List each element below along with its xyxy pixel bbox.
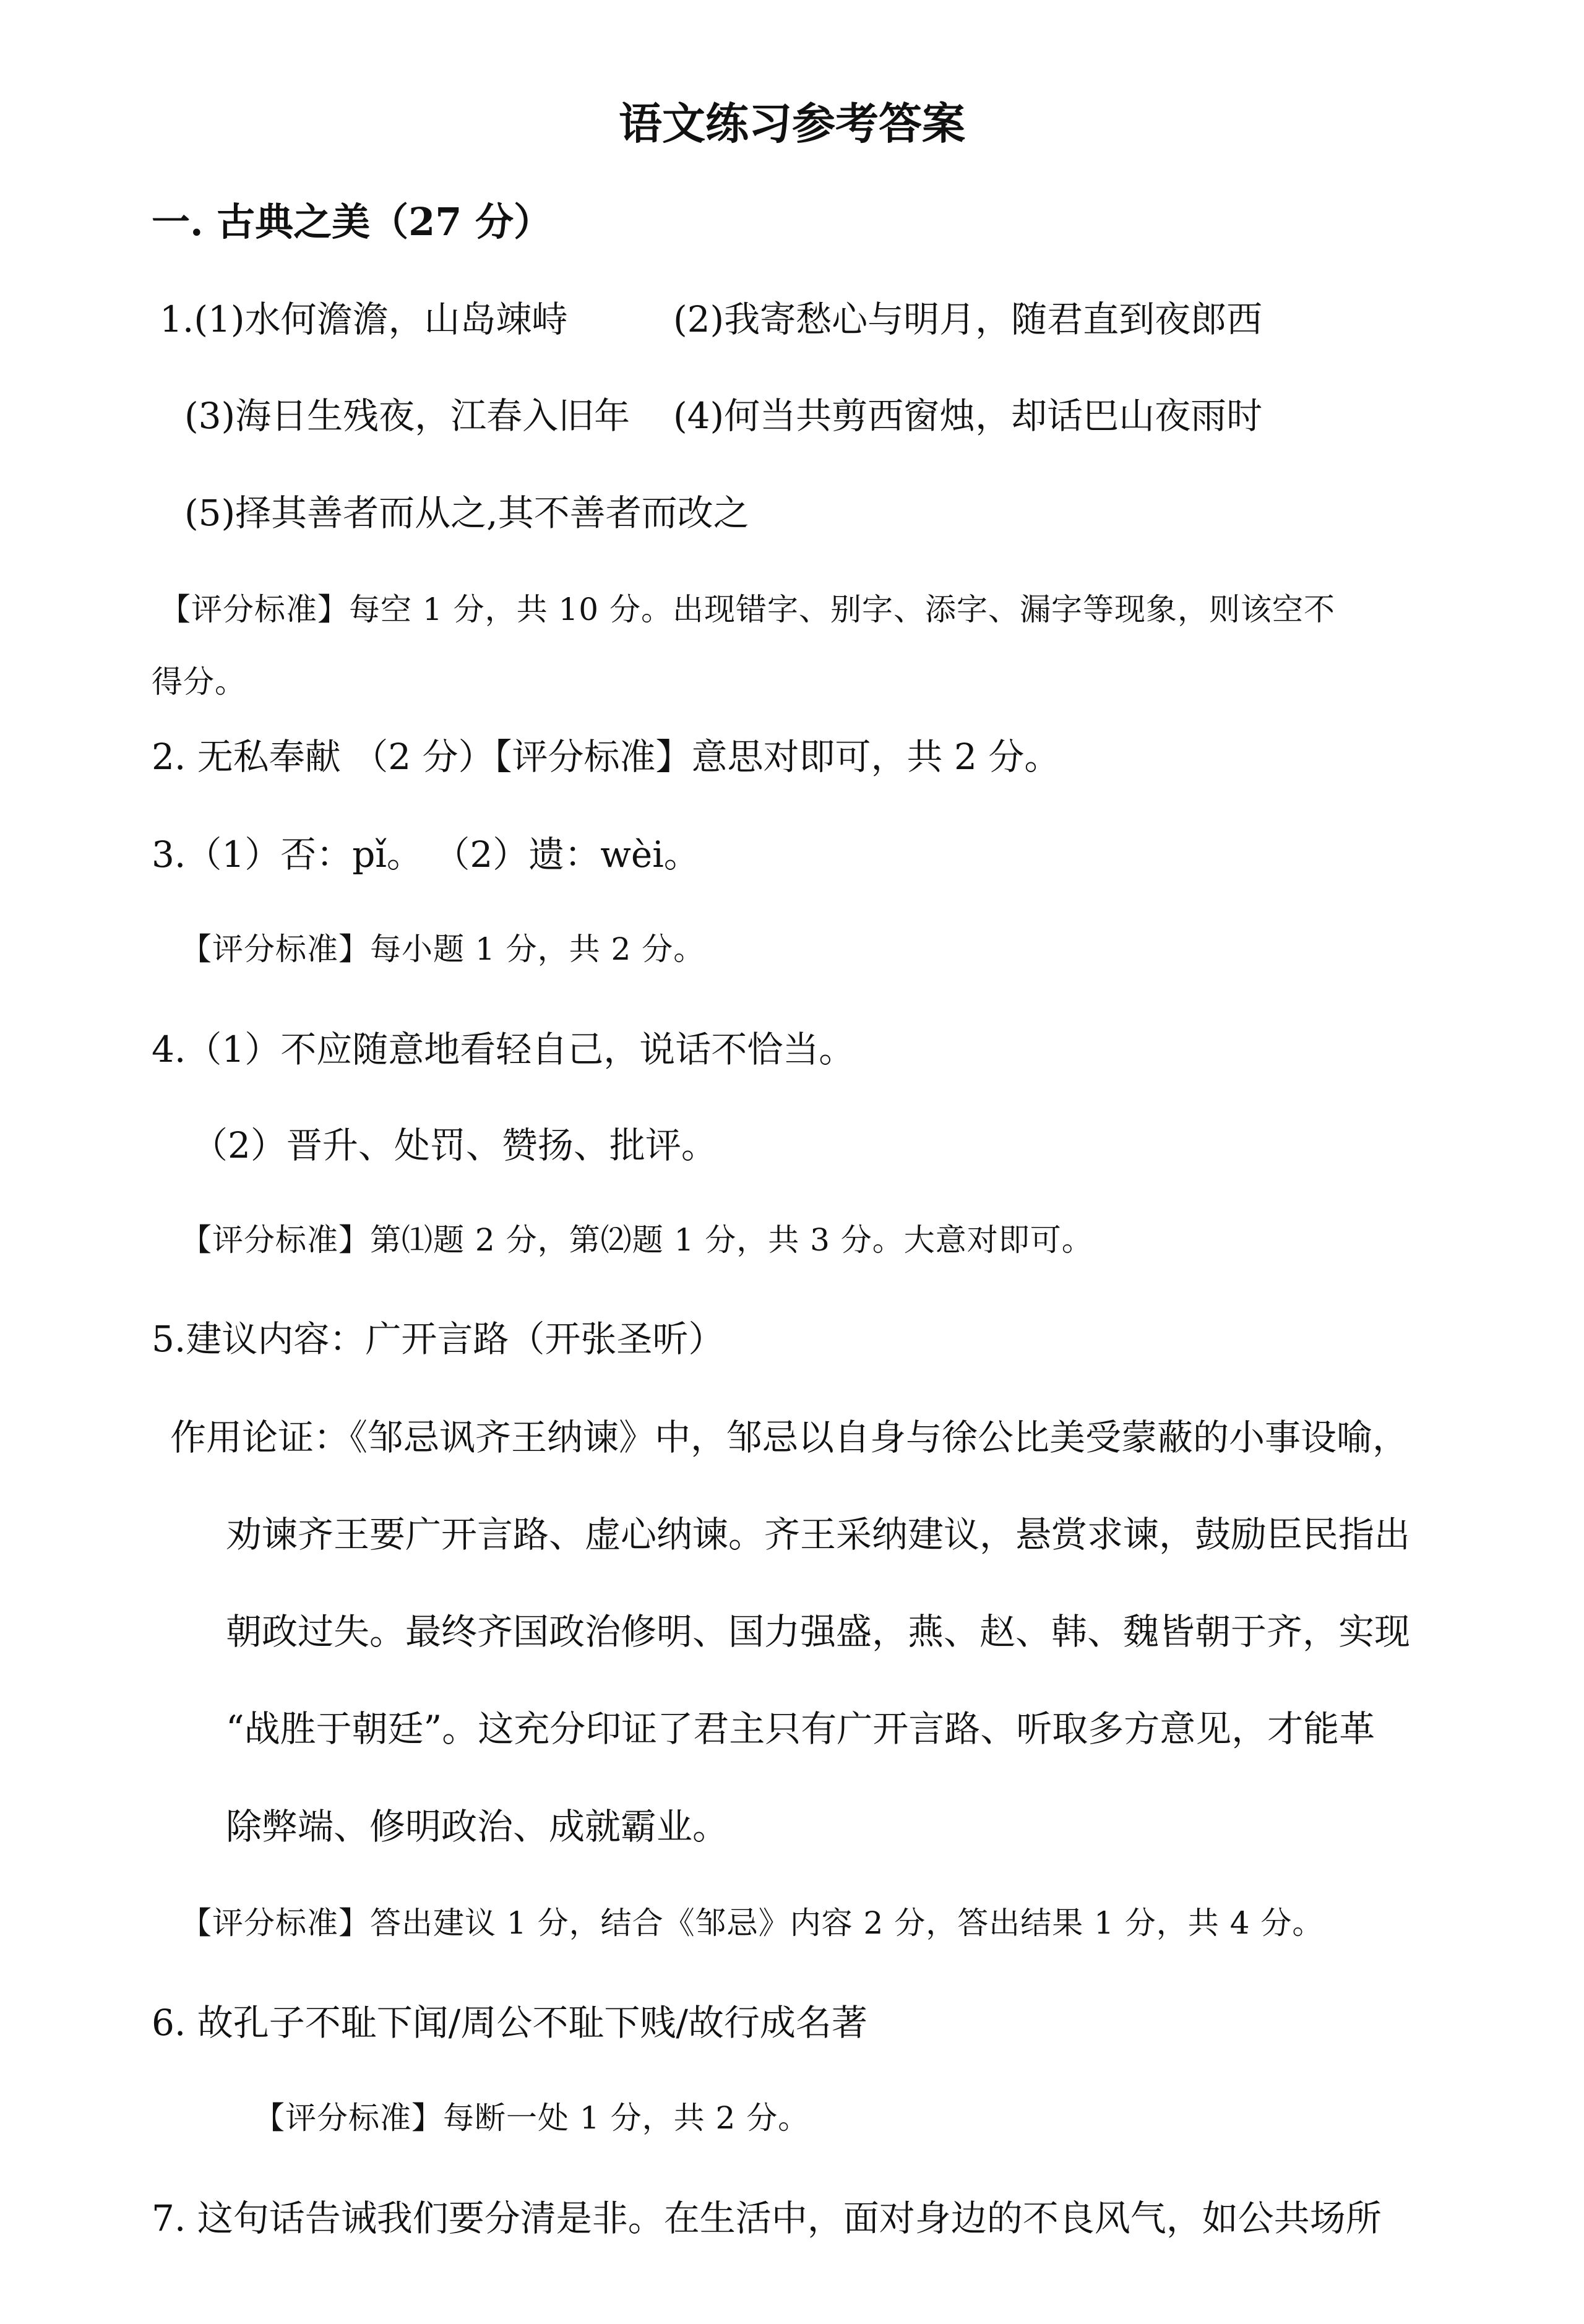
q1-answer-1: 1.(1)水何澹澹，山岛竦峙: [160, 298, 568, 340]
q3-answer: 3.（1）否：pǐ。 （2）遗：wèi。: [152, 833, 700, 876]
q6-answer: 6. 故孔子不耻下闻/周公不耻下贱/故行成名著: [152, 2002, 867, 2044]
q5-criteria: 【评分标准】答出建议 1 分，结合《邹忌》内容 2 分，答出结果 1 分，共 4 分。: [181, 1905, 1324, 1941]
q4-answer-2: （2）晋升、处罚、赞扬、批评。: [192, 1124, 717, 1166]
q1-answer-5: (5)择其善者而从之,其不善者而改之: [184, 492, 749, 534]
q6-criteria: 【评分标准】每断一处 1 分，共 2 分。: [254, 2100, 810, 2136]
section-heading: 一. 古典之美（27 分）: [152, 199, 553, 244]
q1-answer-4: (4)何当共剪西窗烛，却话巴山夜雨时: [673, 395, 1263, 437]
q7-answer: 7. 这句话告诫我们要分清是非。在生活中，面对身边的不良风气，如公共场所: [152, 2197, 1382, 2239]
q4-criteria: 【评分标准】第⑴题 2 分，第⑵题 1 分，共 3 分。大意对即可。: [181, 1222, 1093, 1258]
q5-suggestion: 5.建议内容：广开言路（开张圣听）: [152, 1318, 725, 1360]
q1-answer-3: (3)海日生残夜，江春入旧年: [184, 395, 631, 437]
q4-answer-1: 4.（1）不应随意地看轻自己，说话不恰当。: [152, 1028, 855, 1070]
q1-answer-2: (2)我寄愁心与明月，随君直到夜郎西: [673, 298, 1263, 340]
q5-argument-line-2: 劝谏齐王要广开言路、虚心纳谏。齐王采纳建议，悬赏求谏，鼓励臣民指出: [226, 1513, 1411, 1556]
q3-criteria: 【评分标准】每小题 1 分，共 2 分。: [181, 931, 705, 967]
q5-argument-line-4: “战胜于朝廷”。这充分印证了君主只有广开言路、听取多方意见，才能革: [226, 1708, 1375, 1750]
q1-criteria-line-1: 【评分标准】每空 1 分，共 10 分。出现错字、别字、添字、漏字等现象，则该空不: [160, 592, 1336, 627]
page-title: 语文练习参考答案: [619, 98, 965, 149]
q5-argument-line-1: 作用论证：《邹忌讽齐王纳谏》中，邹忌以自身与徐公比美受蒙蔽的小事设喻，: [170, 1416, 1409, 1458]
q1-criteria-line-2: 得分。: [152, 664, 246, 700]
q5-argument-line-5: 除弊端、修明政治、成就霸业。: [226, 1805, 729, 1848]
q2-answer: 2. 无私奉献 （2 分）【评分标准】意思对即可，共 2 分。: [152, 736, 1061, 778]
q5-argument-line-3: 朝政过失。最终齐国政治修明、国力强盛，燕、赵、韩、魏皆朝于齐，实现: [226, 1611, 1411, 1653]
